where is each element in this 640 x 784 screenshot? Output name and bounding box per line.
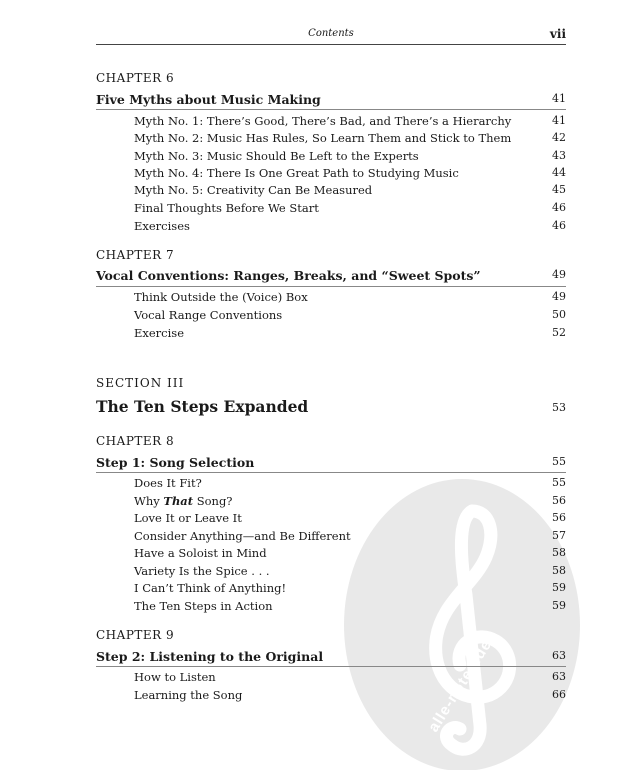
entry-page: 42 (552, 131, 566, 144)
entry-title: Myth No. 5: Creativity Can Be Measured (134, 183, 373, 197)
entry-page: 55 (552, 476, 566, 489)
entry-page: 44 (552, 166, 566, 179)
chapter-label: CHAPTER 7 (96, 248, 175, 262)
entry-page: 46 (552, 219, 566, 232)
entry-title: I Can’t Think of Anything! (134, 581, 287, 595)
entry-page: 59 (552, 599, 566, 612)
entry-page: 49 (552, 290, 566, 303)
chapter-title: Step 1: Song Selection (96, 455, 255, 470)
entry-page: 58 (552, 564, 566, 577)
entry-title: Consider Anything—and Be Different (134, 529, 351, 543)
page-number: vii (549, 27, 566, 41)
section-page: 53 (552, 401, 566, 414)
section-title: The Ten Steps Expanded (96, 397, 309, 416)
entry-page: 45 (552, 183, 566, 196)
entry-title: Does It Fit? (134, 476, 202, 490)
chapter-page: 49 (552, 268, 566, 281)
entry-title-emphasis: That (163, 494, 194, 508)
entry-page: 56 (552, 511, 566, 524)
entry-page: 41 (552, 114, 566, 127)
chapter-rule (96, 666, 566, 667)
entry-title (134, 494, 232, 508)
entry-page: 63 (552, 670, 566, 683)
entry-page: 50 (552, 308, 566, 321)
chapter-page: 55 (552, 455, 566, 468)
entry-page: 66 (552, 688, 566, 701)
entry-title: Love It or Leave It (134, 511, 242, 525)
entry-page: 56 (552, 494, 566, 507)
entry-title: Variety Is the Spice . . . (134, 564, 270, 578)
entry-title: Myth No. 1: There’s Good, There’s Bad, and There’s a Hierarchy (134, 114, 512, 128)
entry-page: 43 (552, 149, 566, 162)
chapter-rule (96, 286, 566, 287)
watermark-text: alle-noten.de (424, 636, 496, 736)
entry-title: Myth No. 2: Music Has Rules, So Learn Them and Stick to Them (134, 131, 512, 145)
running-header-title: Contents (308, 28, 354, 39)
entry-title-pre: Why (134, 494, 164, 508)
entry-page: 59 (552, 581, 566, 594)
running-header (96, 26, 566, 45)
chapter-rule (96, 472, 566, 473)
entry-title: Think Outside the (Voice) Box (134, 290, 308, 304)
entry-title: Final Thoughts Before We Start (134, 201, 319, 215)
chapter-label: CHAPTER 8 (96, 434, 175, 448)
entry-title: The Ten Steps in Action (134, 599, 273, 613)
entry-page: 52 (552, 326, 566, 339)
entry-title: Myth No. 4: There Is One Great Path to Studying Music (134, 166, 459, 180)
section-label: SECTION III (96, 376, 185, 390)
chapter-page: 63 (552, 649, 566, 662)
entry-title: Exercises (134, 219, 190, 233)
chapter-page: 41 (552, 92, 566, 105)
entry-title: Myth No. 3: Music Should Be Left to the Experts (134, 149, 419, 163)
chapter-title: Five Myths about Music Making (96, 92, 321, 107)
entry-title: Have a Soloist in Mind (134, 546, 267, 560)
chapter-rule (96, 109, 566, 110)
chapter-label: CHAPTER 9 (96, 628, 175, 642)
entry-title: How to Listen (134, 670, 216, 684)
entry-page: 58 (552, 546, 566, 559)
entry-page: 46 (552, 201, 566, 214)
entry-page: 57 (552, 529, 566, 542)
chapter-title: Vocal Conventions: Ranges, Breaks, and “Sweet Spots” (96, 268, 481, 283)
chapter-title: Step 2: Listening to the Original (96, 649, 324, 664)
treble-clef-watermark (340, 475, 580, 770)
entry-title: Exercise (134, 326, 185, 340)
entry-title: Vocal Range Conventions (134, 308, 283, 322)
entry-title-post: Song? (193, 494, 233, 508)
chapter-label: CHAPTER 6 (96, 71, 175, 85)
entry-title: Learning the Song (134, 688, 243, 702)
